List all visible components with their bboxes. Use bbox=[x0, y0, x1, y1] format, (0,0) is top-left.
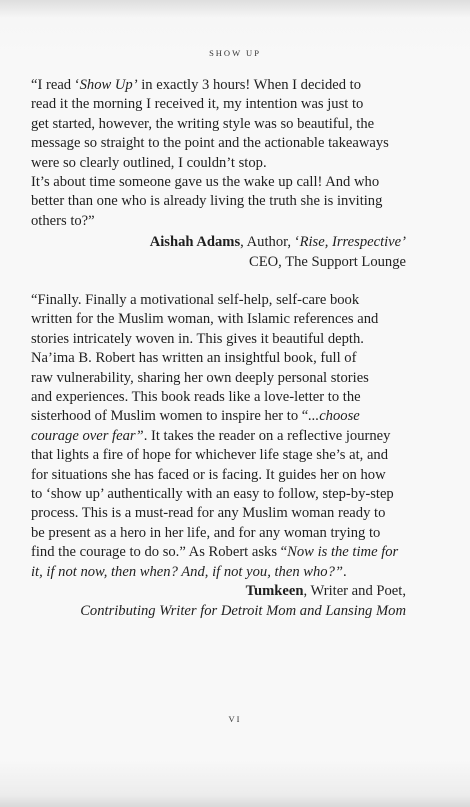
attribution-book: Rise, Irrespective’ bbox=[299, 234, 406, 251]
quote-line: to ‘show up’ authentically with an easy to follow, step-by-step bbox=[31, 486, 394, 503]
quote-line: raw vulnerability, sharing her own deeply personal stories bbox=[31, 369, 369, 386]
quote-line: Na’ima B. Robert has written an insightful book, full of bbox=[31, 350, 357, 367]
quote-line: message so straight to the point and the actionable takeaways bbox=[31, 135, 389, 152]
quote-line: were so clearly outlined, I couldn’t stop. bbox=[31, 154, 267, 171]
attribution: Tumkeen, Writer and Poet, bbox=[245, 583, 406, 600]
quote-line: and experiences. This book reads like a love-letter to the bbox=[31, 389, 361, 406]
book-title: Show Up’ bbox=[79, 77, 138, 93]
quote-line: it, if not now, then when? And, if not you, then who?”. bbox=[31, 563, 347, 580]
quote-emphasis: ...choose bbox=[308, 408, 360, 425]
quote-line: that lights a fire of hope for whichever life stage she’s at, and bbox=[31, 447, 389, 464]
attribution-name: Tumkeen bbox=[245, 583, 304, 600]
attribution-role: Contributing Writer for Detroit Mom and Lansing Mom bbox=[80, 602, 406, 619]
quote-line: “Finally. Finally a motivational self-help, self-care book bbox=[31, 292, 360, 308]
attribution-name: Aishah Adams bbox=[149, 234, 241, 251]
quote-line: written for the Muslim woman, with Islamic references and bbox=[31, 311, 379, 328]
quote-line: for situations she has faced or is facing. It guides her on how bbox=[31, 466, 386, 483]
testimonial-aishah-adams bbox=[31, 76, 406, 272]
quote-line: process. This is a must-read for any Muslim woman ready to bbox=[31, 505, 386, 522]
quote-line: read it the morning I received it, my intention was just to bbox=[31, 96, 364, 113]
attribution-role: CEO, The Support Lounge bbox=[248, 253, 406, 270]
running-head: SHOW UP bbox=[209, 48, 261, 58]
quote-emphasis: Now is the time for bbox=[287, 544, 399, 561]
quote-line: “I read ‘Show Up’ in exactly 3 hours! When I decided to bbox=[31, 77, 362, 93]
quote-line: be present as a hero in her life, and for any woman trying to bbox=[31, 524, 381, 541]
page-number: VI bbox=[228, 714, 242, 724]
quote-emphasis: it, if not now, then when? And, if not you, then who?” bbox=[31, 563, 344, 580]
attribution: Aishah Adams, Author, ‘Rise, Irrespective’ bbox=[149, 234, 406, 251]
quote-line: sisterhood of Muslim women to inspire her to “...choose bbox=[31, 408, 360, 425]
quote-emphasis: courage over fear” bbox=[31, 427, 144, 444]
quote-line: others to?” bbox=[31, 212, 95, 229]
testimonial-tumkeen bbox=[31, 291, 406, 621]
quote-line: get started, however, the writing style was so beautiful, the bbox=[31, 115, 375, 132]
quote-line: find the courage to do so.” As Robert asks “Now is the time for bbox=[31, 544, 399, 561]
quote-line: better than one who is already living the truth she is inviting bbox=[31, 193, 383, 210]
quote-line: stories intricately woven in. This gives it beautiful depth. bbox=[31, 330, 364, 347]
quote-line: It’s about time someone gave us the wake up call! And who bbox=[31, 174, 380, 191]
quote-line: courage over fear”. It takes the reader on a reflective journey bbox=[31, 427, 391, 444]
